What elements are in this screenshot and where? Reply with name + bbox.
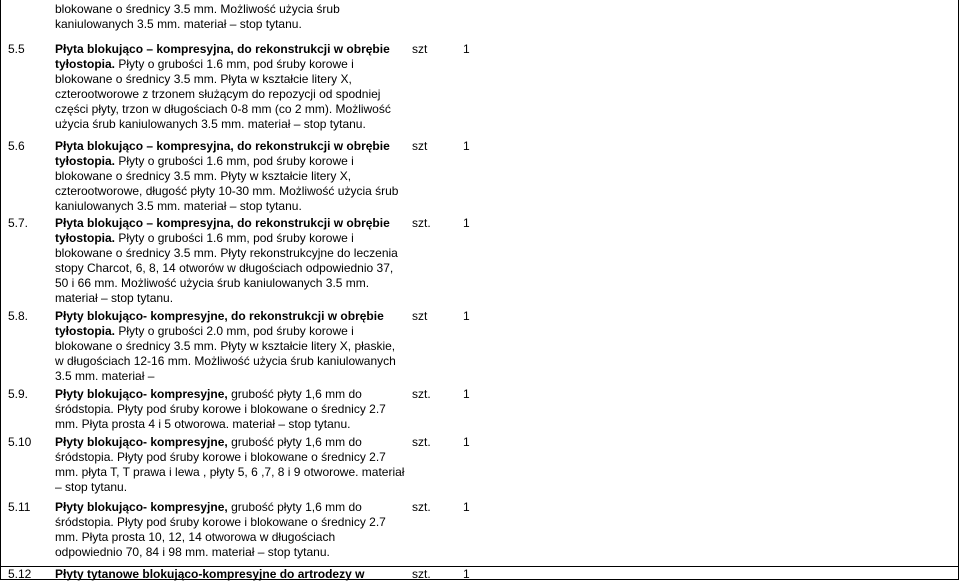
row-number: 5.7. [8, 216, 29, 230]
row-text: Płyty o grubości 1.6 mm, pod śruby korowe i blokowane o średnicy 3.5 mm. Płyty rekonstrukcyjne do leczenia stopy Charcot, 6, 8, 14 otworów w długościach odpowiednio 37, 50 i 66 mm. Możliwość użycia śrub kaniulowanych 3.5 mm. materiał – stop tytanu. [55, 231, 398, 305]
row-text: grubość płyty 1,6 mm do śródstopia. Płyty pod śruby korowe i blokowane o średnicy 2.7 mm. płyta T, T prawa i lewa , płyty 5, 6 ,7, 8 i 9 otworowe. materiał – stop tytanu. [55, 435, 405, 494]
row-number: 5.9. [8, 387, 29, 401]
row-unit: szt. [412, 567, 431, 581]
row-quantity: 1 [463, 216, 470, 230]
row-unit: szt [412, 42, 428, 56]
row-title: Płyty tytanowe blokująco-kompresyjne do artrodezy w [55, 567, 365, 581]
row-title: Płyty blokująco- kompresyjne, [55, 387, 228, 401]
row-unit: szt [412, 139, 428, 153]
row-title: Płyty blokująco- kompresyjne, [55, 435, 228, 449]
row-number: 5.10 [8, 435, 32, 449]
row-description [55, 42, 405, 132]
row-title: Płyta blokująco – kompresyjna, do rekonstrukcji w obrębie tyłostopia. [55, 216, 390, 245]
row-description [55, 435, 405, 495]
row-quantity: 1 [463, 435, 470, 449]
row-text: blokowane o średnicy 3.5 mm. Możliwość użycia śrub kaniulowanych 3.5 mm. materiał – stop tytanu. [55, 2, 340, 31]
row-quantity: 1 [463, 387, 470, 401]
row-description [55, 500, 405, 560]
row-quantity: 1 [463, 42, 470, 56]
row-quantity: 1 [463, 567, 470, 581]
row-title: Płyta blokująco – kompresyjna, do rekonstrukcji w obrębie tyłostopia. [55, 42, 390, 71]
row-number: 5.8. [8, 309, 29, 323]
row-text: grubość płyty 1,6 mm do śródstopia. Płyty pod śruby korowe i blokowane o średnicy 2.7 mm. Płyta prosta 10, 12, 14 otworowa w długościach odpowiednio 70, 84 i 98 mm. materiał – stop tytanu. [55, 500, 386, 559]
row-title: Płyta blokująco – kompresyjna, do rekonstrukcji w obrębie tyłostopia. [55, 139, 390, 168]
row-unit: szt. [412, 500, 431, 514]
row-quantity: 1 [463, 139, 470, 153]
row-unit: szt. [412, 387, 431, 401]
row-description [55, 139, 405, 214]
row-number: 5.11 [8, 500, 31, 514]
row-unit: szt. [412, 435, 431, 449]
row-text: Płyty o grubości 2.0 mm, pod śruby korowe i blokowane o średnicy 3.5 mm. Płyty w kształcie litery X, płaskie, w długościach 12-16 mm. Możliwość użycia śrub kaniulowanych 3.5 mm. materiał – [55, 324, 396, 383]
row-unit: szt. [412, 216, 431, 230]
row-unit: szt [412, 309, 428, 323]
row-text: Płyty o grubości 1.6 mm, pod śruby korowe i blokowane o średnicy 3.5 mm. Płyta w kształcie litery X, czterootworowe z trzonem służącym do repozycji od spodniej części płyty, trzon w długościach 0-8 mm (co 2 mm). Możliwość użycia śrub kaniulowanych 3.5 mm. materiał – stop tytanu. [55, 57, 391, 131]
row-number: 5.12 [8, 567, 32, 581]
row-text: Płyty o grubości 1.6 mm, pod śruby korowe i blokowane o średnicy 3.5 mm. Płyty w kształcie litery X, czterootworowe, długość płyty 10-30 mm. Możliwość użycia śrub kaniulowanych 3.5 mm. materiał – stop tytanu. [55, 154, 399, 213]
row-description [55, 216, 405, 306]
row-description [55, 2, 400, 32]
row-description [55, 387, 405, 432]
row-title: Płyty blokująco- kompresyjne, do rekonstrukcji w obrębie tyłostopia. [55, 309, 384, 338]
row-title: Płyty blokująco- kompresyjne, [55, 500, 228, 514]
table-border-left [0, 0, 1, 580]
row-quantity: 1 [463, 500, 470, 514]
row-text: grubość płyty 1,6 mm do śródstopia. Płyty pod śruby korowe i blokowane o średnicy 2.7 mm. Płyta prosta 4 i 5 otworowa. materiał – stop tytanu. [55, 387, 386, 431]
row-number: 5.5 [8, 42, 25, 56]
row-description [55, 309, 405, 384]
row-quantity: 1 [463, 309, 470, 323]
row-number: 5.6 [8, 139, 25, 153]
